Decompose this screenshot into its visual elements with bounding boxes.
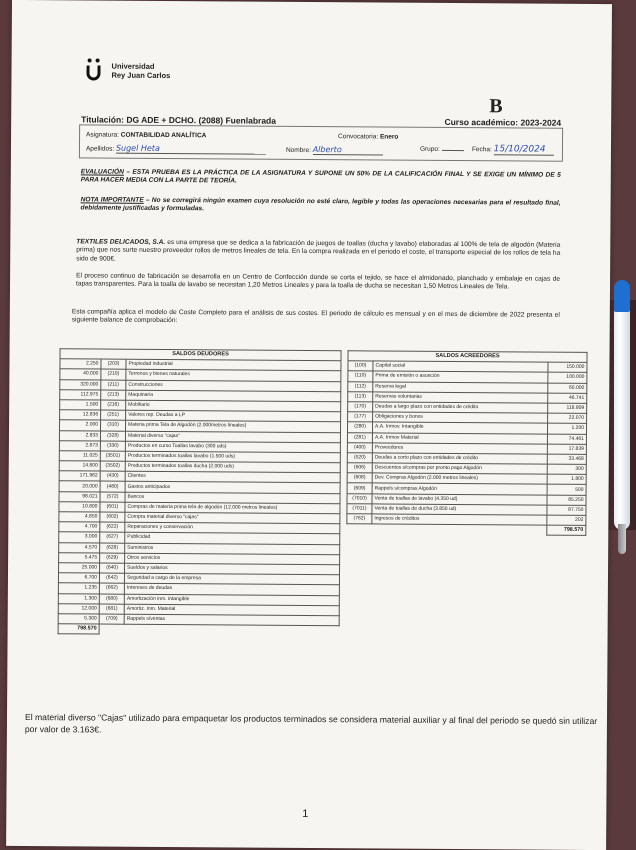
acreedor-amount: 17.839 — [547, 444, 586, 454]
deudor-account: Productos terminados toallas lavabo (1.500 uds) — [125, 451, 340, 463]
exam-variant: B — [489, 95, 503, 118]
deudor-account: Bancos — [125, 492, 340, 504]
acreedor-amount: 46.741 — [548, 393, 587, 403]
evaluacion-notice — [81, 168, 561, 188]
acreedor-code: (520) — [347, 453, 372, 463]
pen-body — [614, 290, 630, 530]
acreedor-amount: 150.000 — [548, 362, 587, 372]
deudor-amount: 3.000 — [59, 532, 100, 542]
deudor-amount: 98.021 — [59, 491, 100, 501]
deudor-amount: 25.000 — [59, 563, 100, 573]
deudor-account: Sueldos y salarios — [125, 563, 340, 575]
acreedor-amount: 60.000 — [548, 383, 587, 393]
asignatura-field — [86, 131, 206, 139]
deudor-account: Compras de materia prima tela de algodón (12.000 metros lineales) — [125, 502, 340, 514]
grupo-blank — [442, 150, 464, 151]
acreedor-code: (608) — [347, 473, 372, 483]
deudor-code: (629) — [100, 553, 125, 563]
deudor-code: (662) — [99, 583, 124, 593]
deudor-amount: 5.300 — [58, 614, 99, 624]
acreedor-amount: 33.468 — [547, 454, 586, 464]
acreedor-code: (100) — [348, 361, 373, 371]
apellidos-label: Apellidos: — [85, 145, 115, 153]
deudor-code: (622) — [100, 522, 125, 532]
deudor-account: Valores rep. Deudas a LP — [126, 410, 341, 422]
acreedor-account: Dev. Compras Algodón (2.000 metros lineales) — [372, 473, 547, 484]
deudor-account: Maquinaria — [126, 390, 341, 402]
deudor-account: Productos en curso Toallas lavabo (300 uds) — [125, 441, 340, 453]
deudor-code: (210) — [101, 369, 126, 379]
deudor-amount: 4.570 — [59, 542, 100, 552]
acreedor-code: (7011) — [347, 504, 372, 514]
acreedor-amount: 85.250 — [547, 495, 586, 505]
importante-notice — [81, 196, 561, 216]
deudor-account: Construcciones — [126, 380, 341, 392]
deudor-code: (628) — [100, 543, 125, 553]
deudor-code: (211) — [101, 380, 126, 390]
apellidos-value: Sugel Heta — [116, 144, 266, 155]
grupo-field — [420, 146, 464, 153]
acreedor-code: (112) — [348, 381, 373, 391]
acreedor-amount: 118.809 — [548, 403, 587, 413]
acreedor-code: (7010) — [347, 493, 372, 503]
deudor-code: (680) — [99, 594, 124, 604]
acreedor-amount: 87.750 — [547, 505, 586, 515]
material-note: El material diverso "Cajas" utilizado para empaquetar los productos terminados se considera material auxiliar y al final del periodo se quedó sin utilizar por valor de 3.163€. — [24, 712, 598, 735]
deudor-account: Otros servicios — [125, 553, 340, 565]
deudor-code: (640) — [100, 563, 125, 573]
acreedores-title: SALDOS ACREEDORES — [348, 351, 587, 363]
deudor-account: Compra material diverso "cajas" — [125, 512, 340, 524]
acreedor-code: (609) — [347, 483, 372, 493]
acreedor-account: Prima de emisión o asunción — [373, 371, 548, 382]
convocatoria-value: Enero — [379, 133, 399, 141]
acreedor-code: (762) — [347, 514, 372, 524]
urjc-logo-icon — [85, 58, 103, 82]
deudor-code: (572) — [100, 492, 125, 502]
deudor-amount: 12.836 — [60, 410, 101, 420]
paragraph-process: El proceso continuo de fabricación se desarrolla en un Centro de Confección donde se corta el tejido, se hace el almidonado, planchado y embalaje en cajas de tapas transparentes. Para la toalla de lavabo se necesitan 1,20 Metros Lineales y para la toalla de ducha se necesitan 1,50 Metros Lineales de Tela. — [75, 272, 561, 291]
acreedores-body — [347, 361, 587, 526]
deudor-amount: 12.000 — [58, 603, 99, 613]
deudor-amount: 1.500 — [60, 400, 101, 410]
university-line2: Rey Juan Carlos — [111, 70, 171, 81]
acreedor-account: Reserva legal — [373, 381, 548, 392]
evaluacion-text: – ESTA PRUEBA ES LA PRÁCTICA DE LA ASIGNATURA Y SUPONE UN 50% DE LA CALIFICACIÓN FINAL Y SE EXIGE UN MÍNIMO DE 5 PARA HACER MEDIA CON LA PARTE DE TEORÍA. — [80, 168, 561, 185]
deudor-code: (216) — [101, 400, 126, 410]
acreedor-account: Rappels s/compras Algodón — [372, 483, 547, 494]
acreedor-code: (113) — [348, 392, 373, 402]
deudor-account: Amortización inm. intangible — [124, 594, 339, 606]
acreedor-account: Descuentos s/compras por pronto pago Algodón — [372, 463, 547, 474]
deudor-account: Materia prima Tela de Algodón (2.000metros lineales) — [126, 421, 341, 433]
paragraph-company-text: es una empresa que se dedica a la fabricación de juegos de toallas (ducha y lavabo) elaboradas al 100% de tela de algodón (Materia prima) que nos surte nuestro proveedor rollos de metros lineales de tela. En la compra realizada en el periodo el coste, el transporte especial de los rollos de tela ha sido de 900€. — [76, 238, 561, 263]
asignatura-value: CONTABILIDAD ANALÍTICA — [120, 131, 207, 140]
deudor-account: Material diverso "cajas" — [125, 431, 340, 443]
deudor-amount: 320.000 — [60, 379, 101, 389]
pen-cap — [614, 280, 630, 312]
paragraph-company — [76, 238, 560, 267]
acreedor-account: A.A. Inmov. Intangible — [372, 422, 547, 433]
deudor-account: Reparaciones y conservación — [125, 522, 340, 534]
asignatura-label: Asignatura: — [86, 131, 119, 139]
deudor-code: (3502) — [100, 461, 125, 471]
acreedor-code: (606) — [347, 463, 372, 473]
deudor-amount: 20.000 — [59, 481, 100, 491]
exam-sheet — [6, 0, 612, 850]
acreedor-account: Obligaciones y bonos — [373, 412, 548, 423]
apellidos-field — [86, 143, 266, 154]
deudor-amount: 112.975 — [60, 389, 101, 399]
deudor-account: Clientes — [125, 471, 340, 483]
deudor-code: (601) — [100, 502, 125, 512]
importante-lead: NOTA IMPORTANTE — [80, 196, 144, 204]
acreedor-amount: 300 — [547, 464, 586, 474]
convocatoria-label: Convocatoria: — [338, 133, 379, 141]
deudor-account: Seguridad a cargo de la empresa — [124, 573, 339, 585]
deudor-amount: 2.873 — [59, 440, 100, 450]
acreedor-account: Proveedores — [372, 443, 547, 454]
acreedor-account: Venta de toallas de lavabo (4.350 ud) — [372, 494, 547, 505]
deudor-amount: 1.235 — [58, 583, 99, 593]
deudor-code: (681) — [99, 604, 124, 614]
deudor-account: Publicidad — [125, 533, 340, 545]
deudor-code: (3501) — [100, 451, 125, 461]
acreedor-account: Ingresos de créditos — [372, 514, 547, 525]
deudor-amount: 2.000 — [60, 420, 101, 430]
deudor-code: (430) — [100, 471, 125, 481]
deudor-code: (480) — [100, 481, 125, 491]
acreedor-code: (281) — [347, 432, 372, 442]
acreedor-amount: 100.000 — [548, 373, 587, 383]
deudor-code: (213) — [101, 390, 126, 400]
deudor-amount: 4.850 — [59, 512, 100, 522]
deudores-body — [58, 359, 341, 626]
curso-academico: Curso académico: 2023-2024 — [444, 116, 562, 128]
fecha-label: Fecha: — [471, 146, 492, 154]
deudor-account: Propiedad industrial — [126, 359, 341, 371]
acreedor-amount: 1.800 — [547, 474, 586, 484]
acreedor-account: Deudas a largo plazo con entidades de crédito — [373, 402, 548, 413]
deudor-amount: 2.833 — [59, 430, 100, 440]
deudor-code: (330) — [100, 441, 125, 451]
deudor-account: Mobiliario — [126, 400, 341, 412]
deudor-account: Productos terminados toallas ducha (2.000 uds) — [125, 461, 340, 473]
deudor-account: Rappels s/ventas — [124, 614, 339, 626]
university-line1: Universidad — [111, 61, 155, 71]
deudor-code: (627) — [100, 532, 125, 542]
deudor-amount: 171.962 — [59, 471, 100, 481]
nombre-label: Nombre: — [285, 146, 311, 154]
deudor-code: (602) — [100, 512, 125, 522]
acreedor-account: Deudas a corto plazo con entidades de crédito — [372, 453, 547, 464]
convocatoria-field — [338, 133, 398, 140]
deudor-amount: 40.000 — [60, 369, 101, 379]
nombre-field — [286, 145, 383, 156]
deudor-account: Amortiz. Inm. Material — [124, 604, 339, 616]
deudor-amount: 5.475 — [59, 552, 100, 562]
deudor-code: (709) — [99, 614, 124, 624]
deudor-code: (251) — [101, 410, 126, 420]
deudores-title: SALDOS DEUDORES — [60, 349, 341, 361]
paragraph-model: Esta compañía aplica el modelo de Coste Completo para el análisis de sus costes. El periodo de cálculo es mensual y en el mes de diciembre de 2022 presenta el siguiente balance de comprobación: — [71, 308, 560, 325]
deudor-code: (642) — [99, 573, 124, 583]
acreedor-code: (400) — [347, 442, 372, 452]
titulacion: Titulación: DG ADE + DCHO. (2088) Fuenlabrada — [81, 114, 277, 126]
deudor-account: Suministros — [125, 543, 340, 555]
acreedor-code: (170) — [348, 402, 373, 412]
deudor-code: (310) — [101, 420, 126, 430]
fecha-field — [472, 144, 554, 156]
acreedor-amount: 1.200 — [547, 423, 586, 433]
deudor-amount: 1.300 — [58, 593, 99, 603]
page-number: 1 — [302, 807, 309, 820]
university-logo — [85, 58, 170, 83]
acreedor-code: (280) — [347, 422, 372, 432]
acreedores-total: 798.570 — [547, 525, 586, 535]
fecha-value: 15/10/2024 — [494, 144, 554, 155]
acreedor-account: A.A. Inmov Material — [372, 432, 547, 443]
deudor-amount: 11.025 — [59, 451, 100, 461]
nombre-value: Alberto — [313, 145, 383, 155]
acreedor-amount: 202 — [547, 515, 586, 525]
acreedor-code: (177) — [348, 412, 373, 422]
pen-tip — [618, 524, 626, 554]
deudor-account: Gastos anticipados — [125, 482, 340, 494]
deudor-code: (328) — [100, 431, 125, 441]
acreedor-amount: 74.461 — [547, 434, 586, 444]
acreedor-code: (110) — [348, 371, 373, 381]
acreedor-amount: 22.070 — [548, 413, 587, 423]
importante-text: – No se corregirá ningún examen cuya resolución no esté claro, legible y todas las operaciones necesarias para el resultado final, debidamente justificadas y formuladas. — [80, 196, 561, 213]
acreedor-account: Venta de toallas de ducha (3.850 ud) — [372, 504, 547, 515]
deudor-amount: 10.800 — [59, 502, 100, 512]
evaluacion-lead: EVALUACIÓN — [80, 168, 124, 176]
saldos-acreedores-table — [346, 350, 587, 536]
deudor-account: Terrenos y bienes naturales — [126, 370, 341, 382]
deudor-amount: 6.700 — [58, 573, 99, 583]
company-name: TEXTILES DELICADOS, S.A. — [76, 238, 166, 246]
deudor-amount: 2.250 — [60, 359, 101, 369]
saldos-deudores-table — [58, 348, 342, 636]
student-info-box — [79, 124, 563, 161]
deudores-total: 798.570 — [58, 624, 99, 634]
deudor-amount: 14.800 — [59, 461, 100, 471]
acreedor-account: Capital social — [373, 361, 548, 372]
deudor-amount: 4.700 — [59, 522, 100, 532]
grupo-label: Grupo: — [419, 145, 440, 153]
deudor-code: (203) — [101, 359, 126, 369]
acreedor-amount: 500 — [547, 485, 586, 495]
deudor-account: Intereses de deudas — [124, 584, 339, 596]
acreedor-account: Reservas voluntarias — [373, 392, 548, 403]
